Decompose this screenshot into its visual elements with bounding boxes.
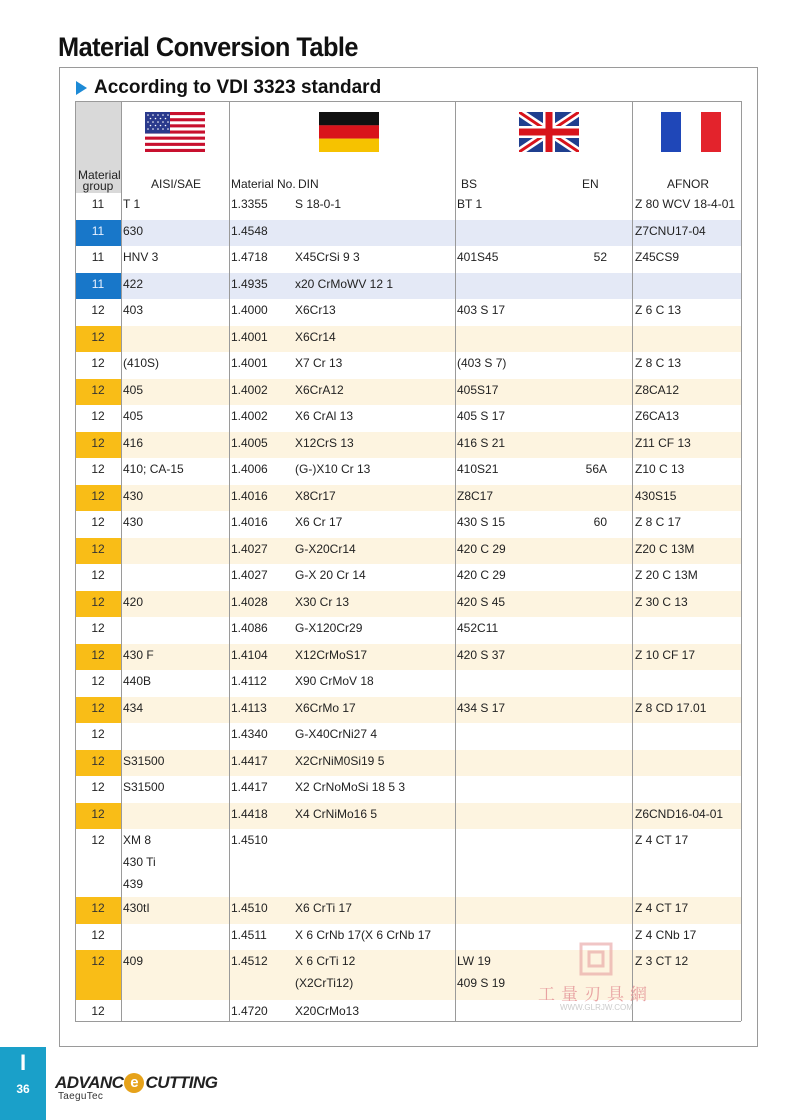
material-no-cell: 1.4016: [231, 515, 268, 529]
table-row: [75, 326, 741, 353]
table-row: [75, 246, 741, 273]
aisi-cell-line: 422: [123, 276, 144, 291]
afnor-cell: Z 6 C 13: [635, 303, 682, 317]
afnor-cell: Z 8 C 13: [635, 356, 682, 370]
aisi-cell-line: T 1: [123, 197, 141, 211]
din-cell-line: X20CrMo13: [295, 1004, 360, 1018]
din-cell-line: X45CrSi 9 3: [295, 250, 360, 264]
din-cell: [295, 432, 354, 454]
aisi-cell-line: 630: [123, 223, 144, 238]
material-group-cell: 12: [91, 462, 105, 476]
din-cell: [295, 591, 349, 613]
bs-cell: [457, 193, 482, 215]
en-header: EN: [582, 177, 599, 191]
material-group-cell: 12: [91, 621, 105, 635]
subtitle-text: According to VDI 3323 standard: [94, 77, 382, 98]
din-cell-line: X6Cr13: [295, 303, 336, 317]
din-cell-line: X30 Cr 13: [295, 594, 350, 609]
din-cell: [295, 644, 367, 666]
bs-cell-line: 430 S 15: [457, 515, 506, 529]
germany-flag-icon: [319, 112, 379, 152]
triangle-bullet-icon: [76, 81, 87, 95]
material-no-cell: 1.4027: [231, 541, 268, 556]
material-group-cell: 12: [91, 568, 105, 582]
table-row: [75, 723, 741, 750]
bs-cell-line: (403 S 7): [457, 356, 507, 370]
table-divider-group: [121, 101, 122, 1021]
brand-logo: [55, 1073, 218, 1093]
din-cell: [295, 950, 355, 994]
din-cell-line: (G-)X10 Cr 13: [295, 462, 371, 476]
material-group-cell: 12: [75, 950, 121, 1000]
aisi-cell: [123, 511, 143, 533]
material-no-cell: 1.4718: [231, 250, 268, 264]
material-group-cell: 12: [91, 409, 105, 423]
material-no-cell: 1.4113: [231, 700, 267, 715]
din-cell: [295, 299, 336, 321]
material-group-cell: 12: [91, 727, 105, 741]
aisi-cell: [123, 432, 143, 454]
afnor-cell: Z6CND16-04-01: [635, 806, 724, 821]
bs-cell: [457, 485, 493, 507]
din-cell-line: G-X 20 Cr 14: [295, 568, 366, 582]
din-cell: [295, 723, 377, 745]
matno-header: Material No.: [231, 177, 296, 191]
afnor-header: AFNOR: [667, 177, 709, 191]
aisi-cell: [123, 776, 164, 798]
bs-cell-line: 410S21: [457, 462, 499, 476]
aisi-cell: [123, 697, 143, 719]
bs-cell-line: 416 S 21: [457, 435, 506, 450]
en-cell: 52: [593, 250, 607, 264]
aisi-cell: [123, 193, 140, 215]
brand-right: CUTTING: [145, 1073, 218, 1092]
din-cell-line: G-X40CrNi27 4: [295, 727, 378, 741]
din-cell-line: X6CrMo 17: [295, 700, 356, 715]
bs-cell: [457, 299, 505, 321]
row-band: [121, 776, 741, 803]
din-cell-line: S 18-0-1: [295, 197, 342, 211]
brand-e-icon: e: [124, 1073, 144, 1093]
bs-cell: [457, 246, 498, 268]
aisi-cell-line: XM 8: [123, 833, 152, 847]
bs-cell: [457, 950, 505, 994]
din-cell: [295, 352, 342, 374]
aisi-cell-line: 439: [123, 877, 144, 891]
table-row: [75, 617, 741, 644]
table-row: [75, 897, 741, 924]
din-cell: [295, 1000, 359, 1022]
watermark-text: 工量刃具網: [538, 985, 653, 1004]
table-row: [75, 776, 741, 803]
bs-cell-line: 420 S 45: [457, 594, 506, 609]
bs-cell-line: 405S17: [457, 382, 499, 397]
group-header-line1: Material: [78, 168, 121, 182]
material-group-cell: 12: [91, 356, 105, 370]
table-divider-aisi: [229, 101, 230, 1021]
afnor-cell: Z 8 C 17: [635, 515, 682, 529]
din-cell-line: X6 Cr 17: [295, 515, 343, 529]
material-no-cell: 1.4548: [231, 223, 268, 238]
aisi-cell: [123, 458, 184, 480]
table-border-top: [75, 101, 741, 102]
din-cell-line: X6Cr14: [295, 329, 336, 344]
material-no-cell: 1.4720: [231, 1004, 268, 1018]
table-row: [75, 432, 741, 459]
table-row: [75, 273, 741, 300]
afnor-cell: Z 4 CT 17: [635, 901, 689, 915]
material-no-cell: 1.4510: [231, 833, 268, 847]
din-cell-line: X6 CrTi 17: [295, 901, 352, 915]
material-group-cell: 12: [91, 515, 105, 529]
aisi-cell-line: 409: [123, 954, 144, 968]
din-cell-line: X 6 CrTi 12: [295, 954, 356, 968]
afnor-cell: Z8CA12: [635, 382, 680, 397]
aisi-cell-line: 440B: [123, 674, 152, 688]
row-band: [121, 723, 741, 750]
table-header: [75, 101, 741, 193]
material-group-cell: 12: [91, 833, 105, 847]
afnor-cell: Z 4 CNb 17: [635, 927, 697, 942]
din-cell-line: X8Cr17: [295, 488, 336, 503]
bs-cell-line: 401S45: [457, 250, 499, 264]
aisi-cell: [123, 644, 154, 666]
group-header-line2: group: [82, 179, 114, 193]
din-cell: [295, 803, 377, 825]
material-no-cell: 1.4935: [231, 276, 268, 291]
afnor-cell: Z7CNU17-04: [635, 223, 706, 238]
material-no-cell: 1.4027: [231, 568, 268, 582]
material-group-cell: 12: [75, 326, 121, 353]
material-no-cell: 1.4016: [231, 488, 268, 503]
bs-cell: [457, 405, 505, 427]
din-cell-line: X6 CrAl 13: [295, 409, 354, 423]
table-divider-en: [632, 101, 633, 1021]
aisi-cell-line: HNV 3: [123, 250, 159, 264]
afnor-cell: 430S15: [635, 488, 677, 503]
material-group-cell: 12: [75, 379, 121, 406]
bs-cell: [457, 511, 505, 533]
afnor-cell: Z 8 CD 17.01: [635, 700, 707, 715]
material-group-cell: 12: [75, 432, 121, 459]
aisi-header: AISI/SAE: [151, 177, 202, 191]
table-row: [75, 299, 741, 326]
bs-cell: [457, 379, 498, 401]
aisi-cell-line: 434: [123, 700, 144, 715]
uk-flag-icon: [519, 112, 579, 152]
table-row: [75, 670, 741, 697]
row-band: [121, 326, 741, 353]
material-no-cell: 1.4417: [231, 753, 268, 768]
table-row: [75, 538, 741, 565]
din-cell: [295, 670, 374, 692]
material-group-cell: 11: [75, 273, 121, 300]
bs-cell: [457, 352, 506, 374]
din-cell-line: G-X120Cr29: [295, 621, 363, 635]
material-no-cell: 1.4104: [231, 647, 268, 662]
material-no-cell: 1.4418: [231, 806, 268, 821]
din-cell: [295, 511, 342, 533]
group-header-label: [78, 168, 121, 193]
aisi-cell-line: 430 F: [123, 647, 154, 662]
table-border-right: [741, 101, 742, 1021]
material-no-cell: 1.4006: [231, 462, 268, 476]
bs-cell-line: 403 S 17: [457, 303, 506, 317]
row-band: [121, 273, 741, 300]
material-no-cell: 1.4512: [231, 954, 268, 968]
aisi-cell: [123, 950, 143, 972]
din-cell-line: X12CrS 13: [295, 435, 354, 450]
bs-cell-line: 420 C 29: [457, 541, 506, 556]
afnor-cell: Z45CS9: [635, 250, 680, 264]
material-group-cell: 12: [91, 927, 105, 942]
din-cell: [295, 273, 393, 295]
din-cell-line: X2 CrNoMoSi 18 5 3: [295, 780, 406, 794]
bs-cell: [457, 591, 505, 613]
brand-sub: TaeguTec: [58, 1091, 104, 1102]
us-flag-icon: [145, 112, 205, 152]
aisi-cell-line: 410; CA-15: [123, 462, 184, 476]
din-cell-line: X6CrA12: [295, 382, 344, 397]
material-no-cell: 1.4086: [231, 621, 268, 635]
material-no-cell: 1.4340: [231, 727, 268, 741]
aisi-cell-line: 403: [123, 303, 144, 317]
material-no-cell: 1.4001: [231, 356, 268, 370]
table-border-bottom: [75, 1021, 741, 1022]
din-cell-line: X2CrNiM0Si19 5: [295, 753, 385, 768]
aisi-cell-line: 405: [123, 382, 144, 397]
aisi-cell-line: 420: [123, 594, 144, 609]
bs-cell: [457, 458, 498, 480]
material-no-cell: 1.4112: [231, 674, 267, 688]
aisi-cell-line: 405: [123, 409, 144, 423]
din-cell-line: (X2CrTi12): [295, 976, 354, 990]
section-subtitle: [76, 77, 381, 99]
table-row: [75, 485, 741, 512]
material-group-cell: 12: [91, 674, 105, 688]
table-row: [75, 829, 741, 897]
din-cell: [295, 564, 366, 586]
material-no-cell: 1.4000: [231, 303, 268, 317]
material-group-cell: 11: [75, 220, 121, 247]
material-group-cell: 12: [91, 1004, 105, 1018]
afnor-cell: Z20 C 13M: [635, 541, 695, 556]
afnor-cell: Z 4 CT 17: [635, 833, 689, 847]
material-no-cell: 1.4001: [231, 329, 268, 344]
aisi-cell: [123, 897, 150, 919]
aisi-cell-line: S31500: [123, 753, 165, 768]
material-no-cell: 1.4028: [231, 594, 268, 609]
table-row: [75, 697, 741, 724]
row-band: [121, 750, 741, 777]
bs-cell-line: 405 S 17: [457, 409, 506, 423]
bs-cell: [457, 538, 506, 560]
din-cell: [295, 458, 370, 480]
page-number: 36: [16, 1082, 30, 1096]
table-row: [75, 803, 741, 830]
aisi-cell: [123, 273, 143, 295]
material-group-cell: 11: [91, 250, 105, 264]
aisi-cell-line: (410S): [123, 356, 160, 370]
aisi-cell: [123, 405, 143, 427]
afnor-cell: Z6CA13: [635, 409, 680, 423]
aisi-cell: [123, 299, 143, 321]
row-band: [121, 617, 741, 644]
aisi-cell-line: 430 Ti: [123, 855, 156, 869]
material-no-cell: 1.4417: [231, 780, 268, 794]
din-cell: [295, 924, 431, 946]
brand-left: ADVANC: [55, 1073, 124, 1092]
din-cell: [295, 379, 344, 401]
din-cell: [295, 405, 353, 427]
material-no-cell: 1.4005: [231, 435, 268, 450]
material-no-cell: 1.4511: [231, 927, 267, 942]
material-no-cell: 1.4002: [231, 409, 268, 423]
bs-cell-line: 420 C 29: [457, 568, 506, 582]
bs-cell-line: 420 S 37: [457, 647, 506, 662]
din-cell-line: G-X20Cr14: [295, 541, 356, 556]
bs-cell-line: 409 S 19: [457, 976, 506, 990]
en-cell: 60: [593, 515, 607, 529]
din-cell: [295, 617, 362, 639]
aisi-cell: [123, 379, 143, 401]
table-row: [75, 352, 741, 379]
din-cell: [295, 485, 336, 507]
din-cell-line: X12CrMoS17: [295, 647, 368, 662]
din-cell: [295, 897, 352, 919]
table-row: [75, 644, 741, 671]
aisi-cell-line: 430tI: [123, 901, 150, 915]
table-row: [75, 591, 741, 618]
bs-cell: [457, 644, 505, 666]
bs-cell: [457, 617, 498, 639]
material-group-cell: 12: [75, 803, 121, 830]
table-divider-din: [455, 101, 456, 1021]
afnor-cell: Z10 C 13: [635, 462, 685, 476]
din-cell: [295, 538, 356, 560]
table-row: [75, 405, 741, 432]
material-group-cell: 12: [75, 485, 121, 512]
din-cell: [295, 193, 341, 215]
material-group-cell: 12: [75, 897, 121, 924]
table-border-left: [75, 101, 76, 1021]
en-cell: 56A: [585, 462, 607, 476]
bs-cell: [457, 432, 505, 454]
france-flag-icon: [661, 112, 721, 152]
din-cell: [295, 776, 405, 798]
din-cell: [295, 697, 356, 719]
afnor-cell: Z 30 C 13: [635, 594, 688, 609]
watermark-url: WWW.GLRJW.COM: [560, 1003, 633, 1012]
material-no-cell: 1.3355: [231, 197, 268, 211]
material-group-cell: 11: [91, 197, 105, 211]
din-cell-line: X 6 CrNb 17(X 6 CrNb 17: [295, 927, 432, 942]
aisi-cell-line: S31500: [123, 780, 165, 794]
aisi-cell: [123, 591, 143, 613]
bs-cell: [457, 697, 505, 719]
afnor-cell: Z 3 CT 12: [635, 954, 689, 968]
aisi-cell: [123, 220, 143, 242]
bs-header: BS: [461, 177, 478, 191]
bs-cell-line: 434 S 17: [457, 700, 506, 715]
material-group-cell: 12: [91, 303, 105, 317]
din-header: DIN: [298, 177, 319, 191]
bs-cell-line: BT 1: [457, 197, 483, 211]
table-row: [75, 564, 741, 591]
aisi-cell: [123, 485, 143, 507]
material-group-cell: 12: [75, 538, 121, 565]
table-row: [75, 458, 741, 485]
aisi-cell: [123, 670, 151, 692]
material-no-cell: 1.4002: [231, 382, 268, 397]
material-group-cell: 12: [91, 780, 105, 794]
footer-section-letter: I: [19, 1050, 27, 1075]
din-cell: [295, 750, 384, 772]
table-row: [75, 379, 741, 406]
din-cell: [295, 326, 336, 348]
material-group-cell: 12: [75, 591, 121, 618]
page-title: Material Conversion Table: [58, 32, 358, 62]
aisi-cell-line: 430: [123, 488, 144, 503]
afnor-cell: Z11 CF 13: [635, 435, 691, 450]
din-cell-line: X4 CrNiMo16 5: [295, 806, 378, 821]
material-group-cell: 12: [75, 750, 121, 777]
afnor-cell: Z 10 CF 17: [635, 647, 696, 662]
bs-cell-line: LW 19: [457, 954, 491, 968]
din-cell-line: X90 CrMoV 18: [295, 674, 374, 688]
aisi-cell-line: 430: [123, 515, 144, 529]
aisi-cell: [123, 829, 156, 895]
table-row: [75, 220, 741, 247]
table-row: [75, 193, 741, 220]
table-row: [75, 511, 741, 538]
aisi-cell: [123, 246, 158, 268]
din-cell-line: X7 Cr 13: [295, 356, 343, 370]
row-band: [121, 670, 741, 697]
afnor-cell: Z 20 C 13M: [635, 568, 698, 582]
bs-cell-line: 452C11: [457, 621, 499, 635]
bs-cell-line: Z8C17: [457, 488, 494, 503]
table-row: [75, 750, 741, 777]
aisi-cell: [123, 750, 164, 772]
aisi-cell-line: 416: [123, 435, 144, 450]
material-group-cell: 12: [75, 697, 121, 724]
material-group-cell: 12: [75, 644, 121, 671]
material-no-cell: 1.4510: [231, 901, 268, 915]
bs-cell: [457, 564, 506, 586]
aisi-cell: [123, 352, 159, 374]
din-cell: [295, 246, 360, 268]
din-cell-line: x20 CrMoWV 12 1: [295, 276, 394, 291]
afnor-cell: Z 80 WCV 18-4-01: [635, 197, 736, 211]
